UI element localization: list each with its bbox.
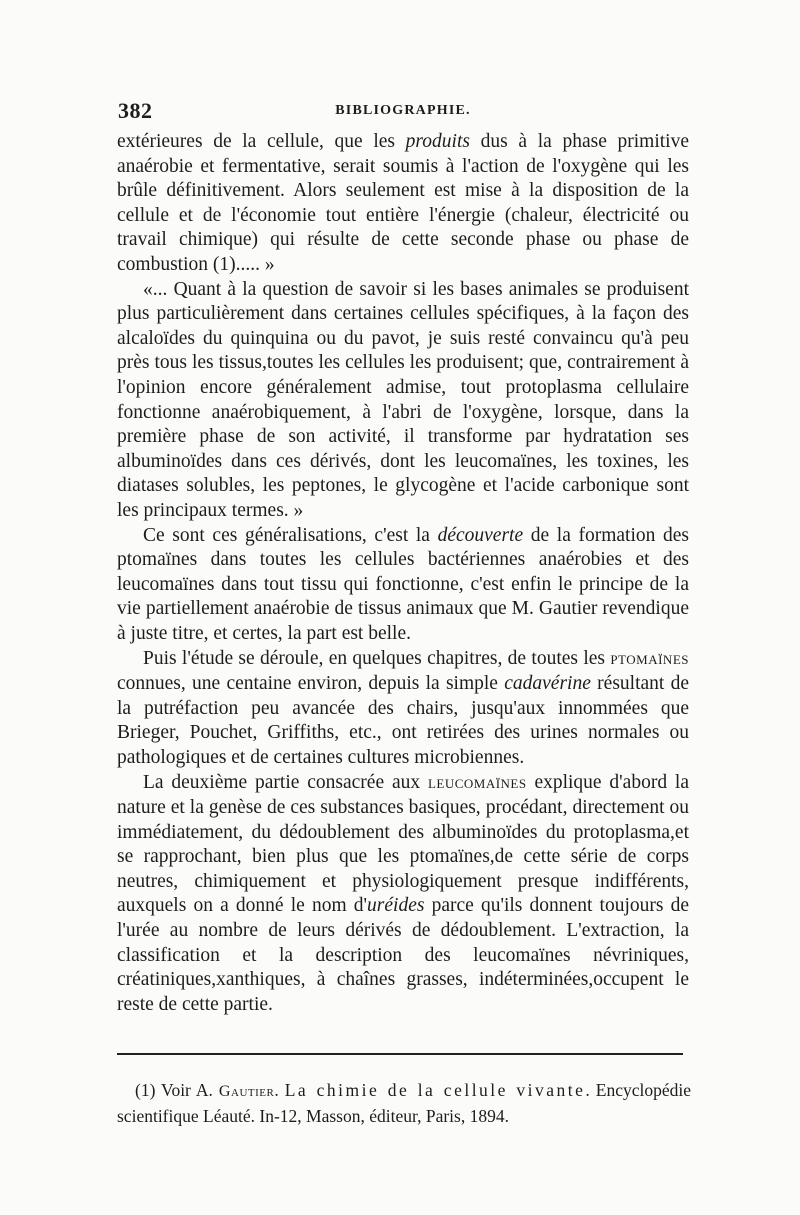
text-segment: La chimie de la cellule vivante [284,1080,586,1100]
paragraph [117,770,689,1017]
text-segment: extérieures de la cellule, que les [117,131,406,152]
text-segment: explique d'abord la nature et la genèse de ces substances basiques, procédant, directement ou immédiatement, du dédoublement des albuminoïdes du protoplasma,et se rapprochant, bien plus que les ptomaïnes,de cette série de corps neutres, chimiquement et physiologiquement presque indifférents, auxquels on a donné le nom d' [117,772,689,917]
page-header [118,98,688,128]
text-segment: dus à la phase primitive anaérobie et fermentative, serait soumis à l'action de l'oxygène qui les brûle définitivement. Alors seulement est mise à la disposition de la cellule et de l'économie tout entière l'énergie (chaleur, électricité ou travail chimique) qui résulte de cette seconde phase ou phase de combustion (1)..... » [117,131,690,275]
text-segment: ptomaïnes [610,648,689,669]
text-segment: connues, une centaine environ, depuis la simple [117,673,505,695]
text-segment: (1) Voir A. [135,1080,219,1100]
text-segment: La deuxième partie consacrée aux [143,772,428,794]
text-segment: découverte [437,524,524,546]
text-segment: résultant de la putréfaction peu avancée des chairs, jusqu'aux innommées que Brieger, Pouchet, Griffiths, etc., ont retirées des urines normales ou pathologiques et de certaines cultures microbiennes. [117,673,689,768]
text-segment: leucomaïnes [427,772,527,793]
text-segment: Ce sont ces généralisations, c'est la [143,524,438,546]
paragraph [117,646,689,770]
footnote [117,1078,691,1128]
paragraph [117,524,689,647]
text-segment: Gautier [218,1083,275,1100]
paragraph [117,278,689,524]
text-segment: . Encyclopédie scientifique Léauté. In-12, Masson, éditeur, Paris, 1894. [117,1080,692,1126]
running-head: BIBLIOGRAPHIE. [335,103,471,118]
text-segment: produits [405,131,470,152]
text-segment: Puis l'étude se déroule, en quelques chapitres, de toutes les [143,648,611,670]
paragraph [117,130,689,278]
text-segment: «... Quant à la question de savoir si les bases animales se produisent plus particulièrement dans certaines cellules spécifiques, à la façon des alcaloïdes du quinquina ou du pavot, je suis resté convaincu qu'à peu près tous les tissus,toutes les cellules les produisent; que, contrairement à l'opinion encore généralement admise, tout protoplasma cellulaire fonctionne anaérobiquement, à l'abri de l'oxygène, lorsque, dans la première phase de son activité, il transforme par hydratation ses albuminoïdes dans ces dérivés, dont les leucomaïnes, les toxines, les diatases solubles, les peptones, le glycogène et l'acide carbonique sont les principaux termes. » [117,278,689,521]
footnote-divider [117,1053,683,1055]
text-segment: de la formation des ptomaïnes dans toutes les cellules bactériennes anaérobies et des leucomaïnes dans tout tissu qui fonctionne, c'est enfin le principe de la vie partiellement anaérobie de tissus animaux que M. Gautier revendique à juste titre, et certes, la part est belle. [117,524,689,644]
text-segment: uréides [367,895,425,917]
text-segment: parce qu'ils donnent toujours de l'urée au nombre de leurs dérivés de dédoublement. L'extraction, la classification et la description des leucomaïnes névriniques, créatiniques,xanthiques, à chaînes grasses, indéterminées,occupent le reste de cette partie. [117,895,689,1015]
text-segment: . [274,1080,285,1100]
text-segment: cadavérine [504,673,591,695]
body-text [117,130,689,1017]
page-number: 382 [118,98,153,123]
